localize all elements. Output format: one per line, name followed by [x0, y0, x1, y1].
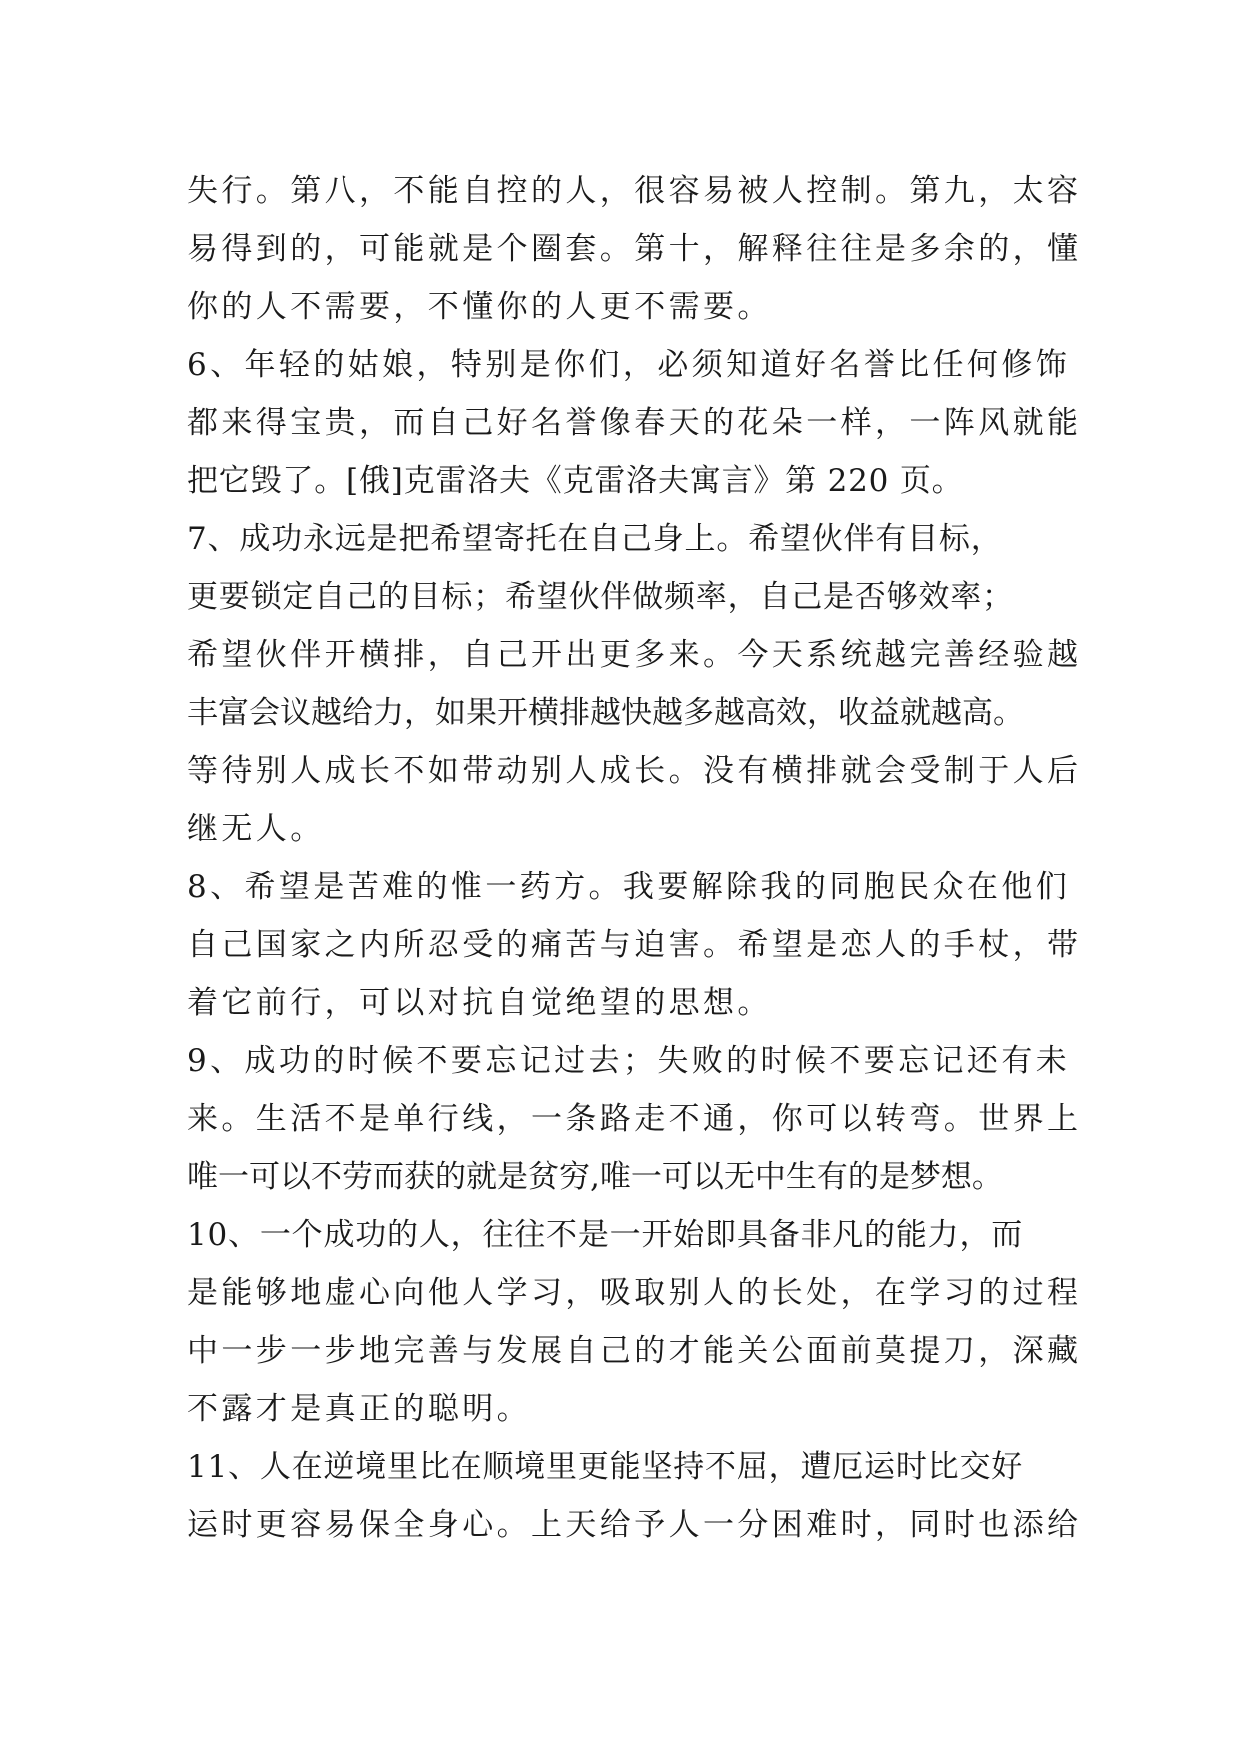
text-line: 10、一个成功的人，往往不是一开始即具备非凡的能力，而 — [187, 1217, 1024, 1253]
text-line: 着它前行，可以对抗自觉绝望的思想。 — [187, 985, 772, 1021]
text-line: 不露才是真正的聪明。 — [187, 1391, 531, 1427]
text-line: 失行。第八，不能自控的人，很容易被人控制。第九，太容 — [187, 173, 1082, 209]
body-text — [187, 162, 1082, 1554]
text-line: 都来得宝贵，而自己好名誉像春天的花朵一样，一阵风就能 — [187, 405, 1082, 441]
text-line: 易得到的，可能就是个圈套。第十，解释往往是多余的，懂 — [187, 231, 1082, 267]
text-line: 等待别人成长不如带动别人成长。没有横排就会受制于人后 — [187, 753, 1082, 789]
text-line: 希望伙伴开横排，自己开出更多来。今天系统越完善经验越 — [187, 637, 1082, 673]
text-line: 中一步一步地完善与发展自己的才能关公面前莫提刀，深藏 — [187, 1333, 1082, 1369]
text-line: 9、成功的时候不要忘记过去；失败的时候不要忘记还有未 — [187, 1043, 1071, 1079]
text-line: 11、人在逆境里比在顺境里更能坚持不屈，遭厄运时比交好 — [187, 1449, 1024, 1485]
text-line: 7、成功永远是把希望寄托在自己身上。希望伙伴有目标， — [187, 521, 1003, 557]
text-line: 你的人不需要，不懂你的人更不需要。 — [187, 289, 772, 325]
text-line: 运时更容易保全身心。上天给予人一分困难时，同时也添给 — [187, 1507, 1082, 1543]
text-line: 更要锁定自己的目标；希望伙伴做频率，自己是否够效率； — [187, 579, 1014, 615]
text-line: 唯一可以不劳而获的就是贫穷,唯一可以无中生有的是梦想。 — [187, 1159, 1003, 1195]
text-line: 6、年轻的姑娘，特别是你们，必须知道好名誉比任何修饰 — [187, 347, 1071, 383]
text-line: 是能够地虚心向他人学习，吸取别人的长处，在学习的过程 — [187, 1275, 1082, 1311]
text-line: 丰富会议越给力，如果开横排越快越多越高效，收益就越高。 — [187, 695, 1024, 731]
text-line: 自己国家之内所忍受的痛苦与迫害。希望是恋人的手杖，带 — [187, 927, 1082, 963]
text-line: 8、希望是苦难的惟一药方。我要解除我的同胞民众在他们 — [187, 869, 1071, 905]
text-line: 继无人。 — [187, 811, 325, 847]
text-line: 把它毁了。[俄]克雷洛夫《克雷洛夫寓言》第 220 页。 — [187, 463, 964, 499]
text-line: 来。生活不是单行线，一条路走不通，你可以转弯。世界上 — [187, 1101, 1082, 1137]
